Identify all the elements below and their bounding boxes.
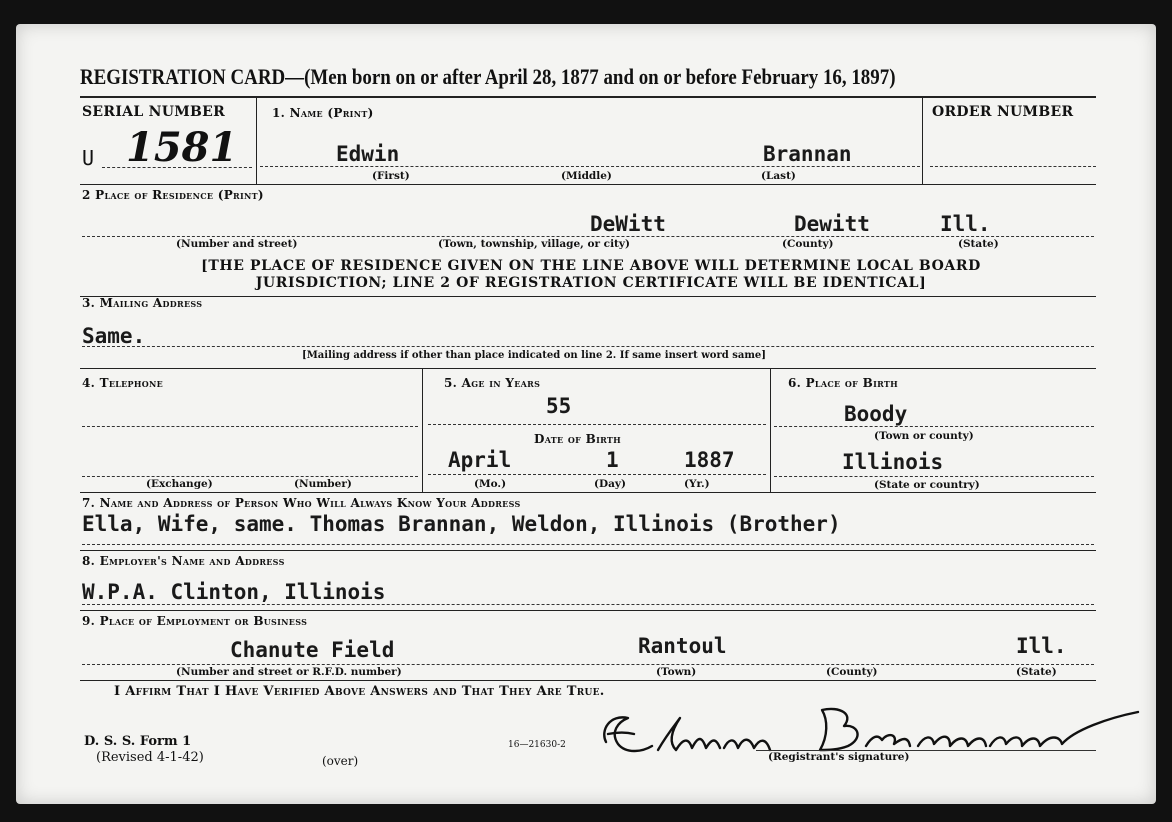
mo-caption: (Mo.) xyxy=(474,478,507,490)
serial-prefix: U xyxy=(82,146,95,170)
sig-stroke-6 xyxy=(866,735,910,746)
residence-label: 2 Place of Residence (Print) xyxy=(82,188,264,202)
sig-stroke-5 xyxy=(820,709,858,750)
employment-town-value: Rantoul xyxy=(638,634,727,658)
employment-label: 9. Place of Employment or Business xyxy=(82,614,308,628)
dob-month-value: April xyxy=(448,448,512,472)
registration-card xyxy=(16,24,1156,804)
residence-state-value: Ill. xyxy=(940,212,991,236)
number-caption: (Number) xyxy=(294,478,352,490)
name-label: 1. Name (Print) xyxy=(272,106,374,120)
age-value: 55 xyxy=(546,394,572,418)
mailing-value: Same. xyxy=(82,324,146,348)
print-code: 16—21630-2 xyxy=(508,740,566,750)
employment-street-caption: (Number and street or R.F.D. number) xyxy=(176,666,402,678)
sig-stroke-2 xyxy=(608,733,634,735)
state-country-caption: (State or country) xyxy=(874,479,980,491)
sig-stroke-7 xyxy=(918,737,986,746)
street-caption: (Number and street) xyxy=(176,238,298,250)
signature-caption: (Registrant's signature) xyxy=(768,751,910,763)
middle-caption: (Middle) xyxy=(561,170,612,182)
employment-street-value: Chanute Field xyxy=(230,638,395,662)
exchange-caption: (Exchange) xyxy=(146,478,213,490)
telephone-label: 4. Telephone xyxy=(82,376,164,390)
employment-state-value: Ill. xyxy=(1016,634,1067,658)
employer-value: W.P.A. Clinton, Illinois xyxy=(82,580,386,604)
sig-stroke-8 xyxy=(990,712,1138,746)
dob-day-value: 1 xyxy=(606,448,619,472)
employment-state-caption: (State) xyxy=(1016,666,1057,678)
sig-stroke-3 xyxy=(658,718,720,750)
day-caption: (Day) xyxy=(594,478,626,490)
card-title: REGISTRATION CARD—(Men born on or after April 28, 1877 and on or before February 16, 1897) xyxy=(80,64,896,89)
employer-label: 8. Employer's Name and Address xyxy=(82,554,285,568)
residence-note xyxy=(146,258,1036,292)
last-caption: (Last) xyxy=(761,170,796,182)
serial-number-label: SERIAL NUMBER xyxy=(82,104,226,120)
serial-number-value: 1581 xyxy=(126,124,238,171)
birth-state-value: Illinois xyxy=(842,450,944,474)
contact-value: Ella, Wife, same. Thomas Brannan, Weldon, Illinois (Brother) xyxy=(82,512,841,536)
dob-year-value: 1887 xyxy=(684,448,735,472)
first-caption: (First) xyxy=(372,170,410,182)
dob-label: Date of Birth xyxy=(534,432,622,446)
residence-note-line-1: [THE PLACE OF RESIDENCE GIVEN ON THE LINE ABOVE WILL DETERMINE LOCAL BOARD xyxy=(201,258,981,274)
state-caption: (State) xyxy=(958,238,999,250)
residence-town-value: DeWitt xyxy=(590,212,666,236)
form-number: D. S. S. Form 1 xyxy=(84,734,192,749)
title-rule xyxy=(80,96,1096,98)
form-revision: (Revised 4-1-42) xyxy=(96,750,204,765)
yr-caption: (Yr.) xyxy=(684,478,710,490)
employment-county-caption: (County) xyxy=(826,666,878,678)
county-caption: (County) xyxy=(782,238,834,250)
town-caption: (Town, township, village, or city) xyxy=(438,238,630,250)
first-name-value: Edwin xyxy=(336,142,400,166)
residence-note-line-2: JURISDICTION; LINE 2 OF REGISTRATION CERTIFICATE WILL BE IDENTICAL] xyxy=(255,275,927,291)
employment-town-caption: (Town) xyxy=(656,666,697,678)
contact-label: 7. Name and Address of Person Who Will Always Know Your Address xyxy=(82,496,521,510)
mailing-caption: [Mailing address if other than place indicated on line 2. If same insert word same] xyxy=(302,350,767,361)
birth-town-value: Boody xyxy=(844,402,908,426)
town-county-caption: (Town or county) xyxy=(874,430,974,442)
birthplace-label: 6. Place of Birth xyxy=(788,376,899,390)
order-number-label: ORDER NUMBER xyxy=(932,104,1074,120)
residence-county-value: Dewitt xyxy=(794,212,870,236)
sig-stroke-4 xyxy=(724,740,770,750)
over-note: (over) xyxy=(322,754,359,768)
affirmation-text: I Affirm That I Have Verified Above Answers and That They Are True. xyxy=(114,684,605,699)
age-label: 5. Age in Years xyxy=(444,376,541,390)
last-name-value: Brannan xyxy=(763,142,852,166)
mailing-label: 3. Mailing Address xyxy=(82,296,203,310)
